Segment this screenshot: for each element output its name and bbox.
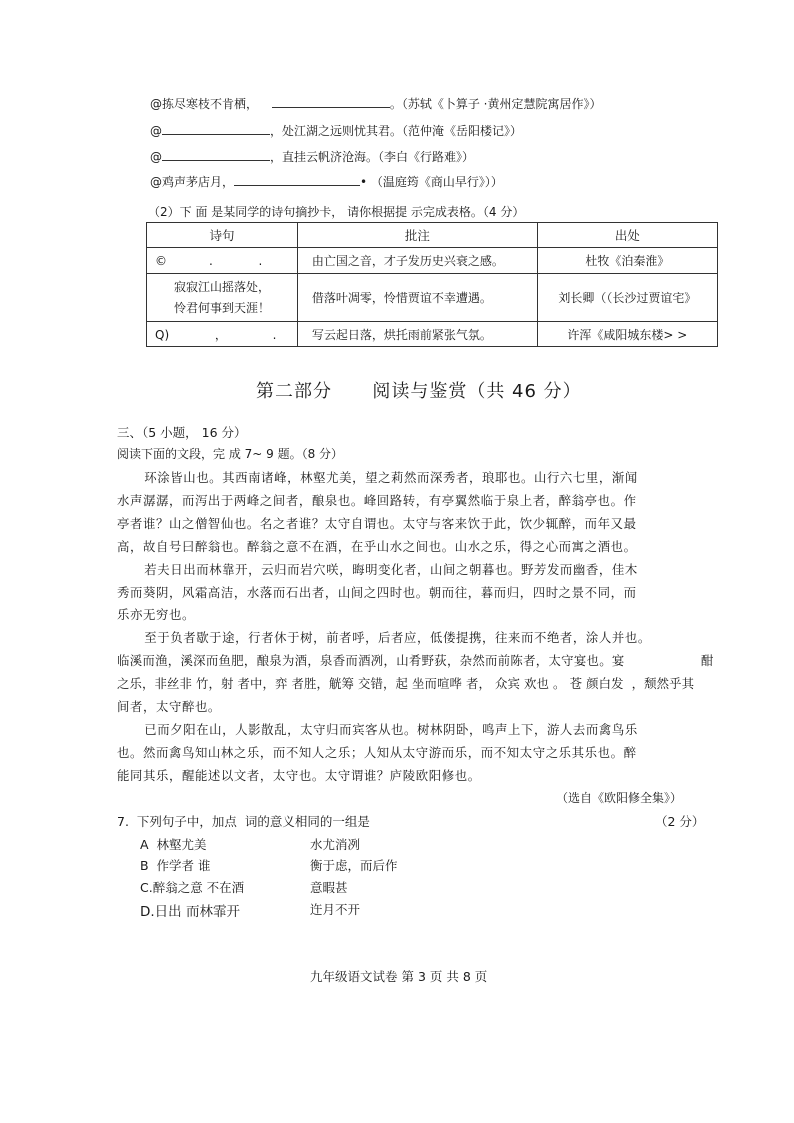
fill-line-3-post: ，直挂云帆济沧海。（李白《行路难》） (270, 150, 475, 164)
q7-option-d[interactable] (140, 900, 240, 920)
section-title: 第二部分 阅读与鉴赏（共 46 分） (256, 381, 582, 402)
passage-source: （选自《欧阳修全集》） (556, 791, 683, 805)
fill-line-4 (150, 173, 503, 190)
fill-line-2-post: ，处江湖之远则忧其君。（范仲淹《岳阳楼记》） (270, 124, 523, 138)
passage-line: 乐亦无穷也。 (117, 607, 195, 622)
option-label: D.日出 而林霏开 (140, 904, 240, 920)
source-cell: 许浑《咸阳城东楼> > (537, 322, 717, 347)
fill-line-4-post: • （温庭筠《商山早行》）） (360, 175, 503, 189)
q7-option-a-right: 水尤消冽 (310, 837, 361, 852)
verse-cell[interactable]: © . . (147, 248, 298, 274)
fill-blank-2[interactable] (162, 122, 270, 135)
fill-blank-3[interactable] (162, 148, 270, 161)
note-cell: 由亡国之音，才子发历史兴衰之感。 (297, 248, 537, 274)
header-verse: 诗句 (147, 223, 298, 248)
option-label: C.醉翁之意 不在酒 (140, 880, 245, 895)
table-header-row (147, 223, 718, 248)
fill-line-4-pre: @鸡声茅店月， (150, 175, 235, 189)
option-label: A 林壑尤美 (140, 837, 207, 852)
passage-line: 临溪而渔，溪深而鱼肥，酿泉为酒，泉香而酒冽，山肴野荻，杂然而前陈者，太守宴也。宴 酣 (117, 653, 714, 668)
passage-line: 环涂皆山也。其西南诸峰，林壑尤美，望之莉然而深秀者，琅耶也。山行六七里，渐闻 (117, 470, 638, 485)
note-cell: 借落叶凋零，怜惜贾谊不幸遭遇。 (297, 274, 537, 322)
q7-option-a[interactable] (140, 835, 207, 853)
q7-option-b[interactable] (140, 856, 211, 874)
passage-line: 已而夕阳在山，人影散乱，太守归而宾客从也。树林阴卧，鸣声上下，游人去而禽鸟乐 (117, 722, 638, 737)
fill-line-3 (150, 148, 474, 165)
fill-line-1-pre: @拣尽寒枝不肯栖， (150, 97, 259, 111)
q7-stem: 7. 下列句子中，加点 词的意义相同的一组是 (117, 814, 370, 829)
fill-line-3-pre: @ (150, 150, 162, 164)
note-cell: 写云起日落，烘托雨前紧张气氛。 (297, 322, 537, 347)
verse-cell[interactable]: Q) ， . (147, 322, 298, 347)
passage-line: 高，故自号曰醉翁也。醉翁之意不在酒，在乎山水之间也。山水之乐，得之心而寓之酒也。 (117, 539, 637, 554)
verse-cell (147, 274, 298, 322)
passage-line: 至于负者歇于途，行者休于树，前者呼，后者应，低偻提携，往来而不绝者，涂人并也。 (117, 630, 651, 645)
passage-line: 亭者谁？山之僧智仙也。名之者谁？太守自谓也。太守与客来饮于此，饮少辄醉，而年又最 (117, 516, 637, 531)
verse-line: 寂寂江山摇落处， (173, 279, 270, 294)
table-row (147, 248, 718, 274)
passage-line: 也。然而禽鸟知山林之乐，而不知人之乐；人知从太守游而乐，而不知太守之乐其乐也。醉 (117, 745, 637, 760)
table-row (147, 322, 718, 347)
q7-option-b-right: 衡于虑，而后作 (310, 858, 398, 873)
source-cell: 杜牧《泊秦淮》 (537, 248, 717, 274)
fill-line-1-post: 。（苏轼《卜算子 ·黄州定慧院寓居作》） (389, 97, 602, 111)
q2-prompt: （2）下 面 是某同学的诗句摘抄卡， 请你根据提 示完成表格。（4 分） (148, 205, 525, 219)
page-footer: 九年级语文试卷 第 3 页 共 8 页 (310, 969, 488, 984)
header-source: 出处 (537, 223, 717, 248)
q7-option-d-right: 迕月不开 (310, 902, 361, 917)
passage-line: 水声潺潺，而泻出于两峰之间者，酿泉也。峰回路转，有亭翼然临于泉上者，醉翁亭也。作 (117, 493, 637, 508)
q7-option-c[interactable] (140, 878, 244, 896)
header-note: 批注 (297, 223, 537, 248)
q7-points: （2 分） (655, 814, 705, 829)
fill-blank-4[interactable] (234, 173, 360, 186)
fill-blank-1[interactable] (272, 95, 390, 108)
passage-line: 能同其乐，醒能述以文者，太守也。太守谓谁？庐陵欧阳修也。 (117, 768, 481, 783)
verse-line: 怜君何事到天涯！ (173, 300, 270, 315)
passage-line: 秀而葵阴，风霜高洁，水落而石出者，山间之四时也。朝而往，暮而归，四时之景不同，而 (117, 585, 637, 600)
section3-heading: 三、（5 小题， 16 分） (117, 425, 247, 440)
passage-line: 间者，太守醉也。 (117, 699, 221, 714)
poem-card-table (146, 222, 718, 347)
q7-option-c-right: 意暇甚 (310, 880, 348, 895)
fill-line-2-pre: @ (150, 124, 162, 138)
table-row (147, 274, 718, 322)
source-cell: 刘长卿（（长沙过贾谊宅》 (537, 274, 717, 322)
fill-line-2 (150, 122, 522, 139)
section3-instruction: 阅读下面的文段，完 成 7~ 9 题。（8 分） (117, 447, 344, 461)
passage-line: 若夫日出而林靠开，云归而岩穴咲，晦明变化者，山间之朝暮也。野芳发而幽香，佳木 (117, 562, 638, 577)
option-label: B 作学者 谁 (140, 858, 211, 873)
fill-line-1 (150, 95, 601, 112)
passage-line: 之乐，非丝非 竹，射 者中，弈 者胜，觥筹 交错，起 坐而喧哗 者， 众宾 欢也 。 苍 颜白发 ，颓然乎其 (117, 676, 695, 691)
